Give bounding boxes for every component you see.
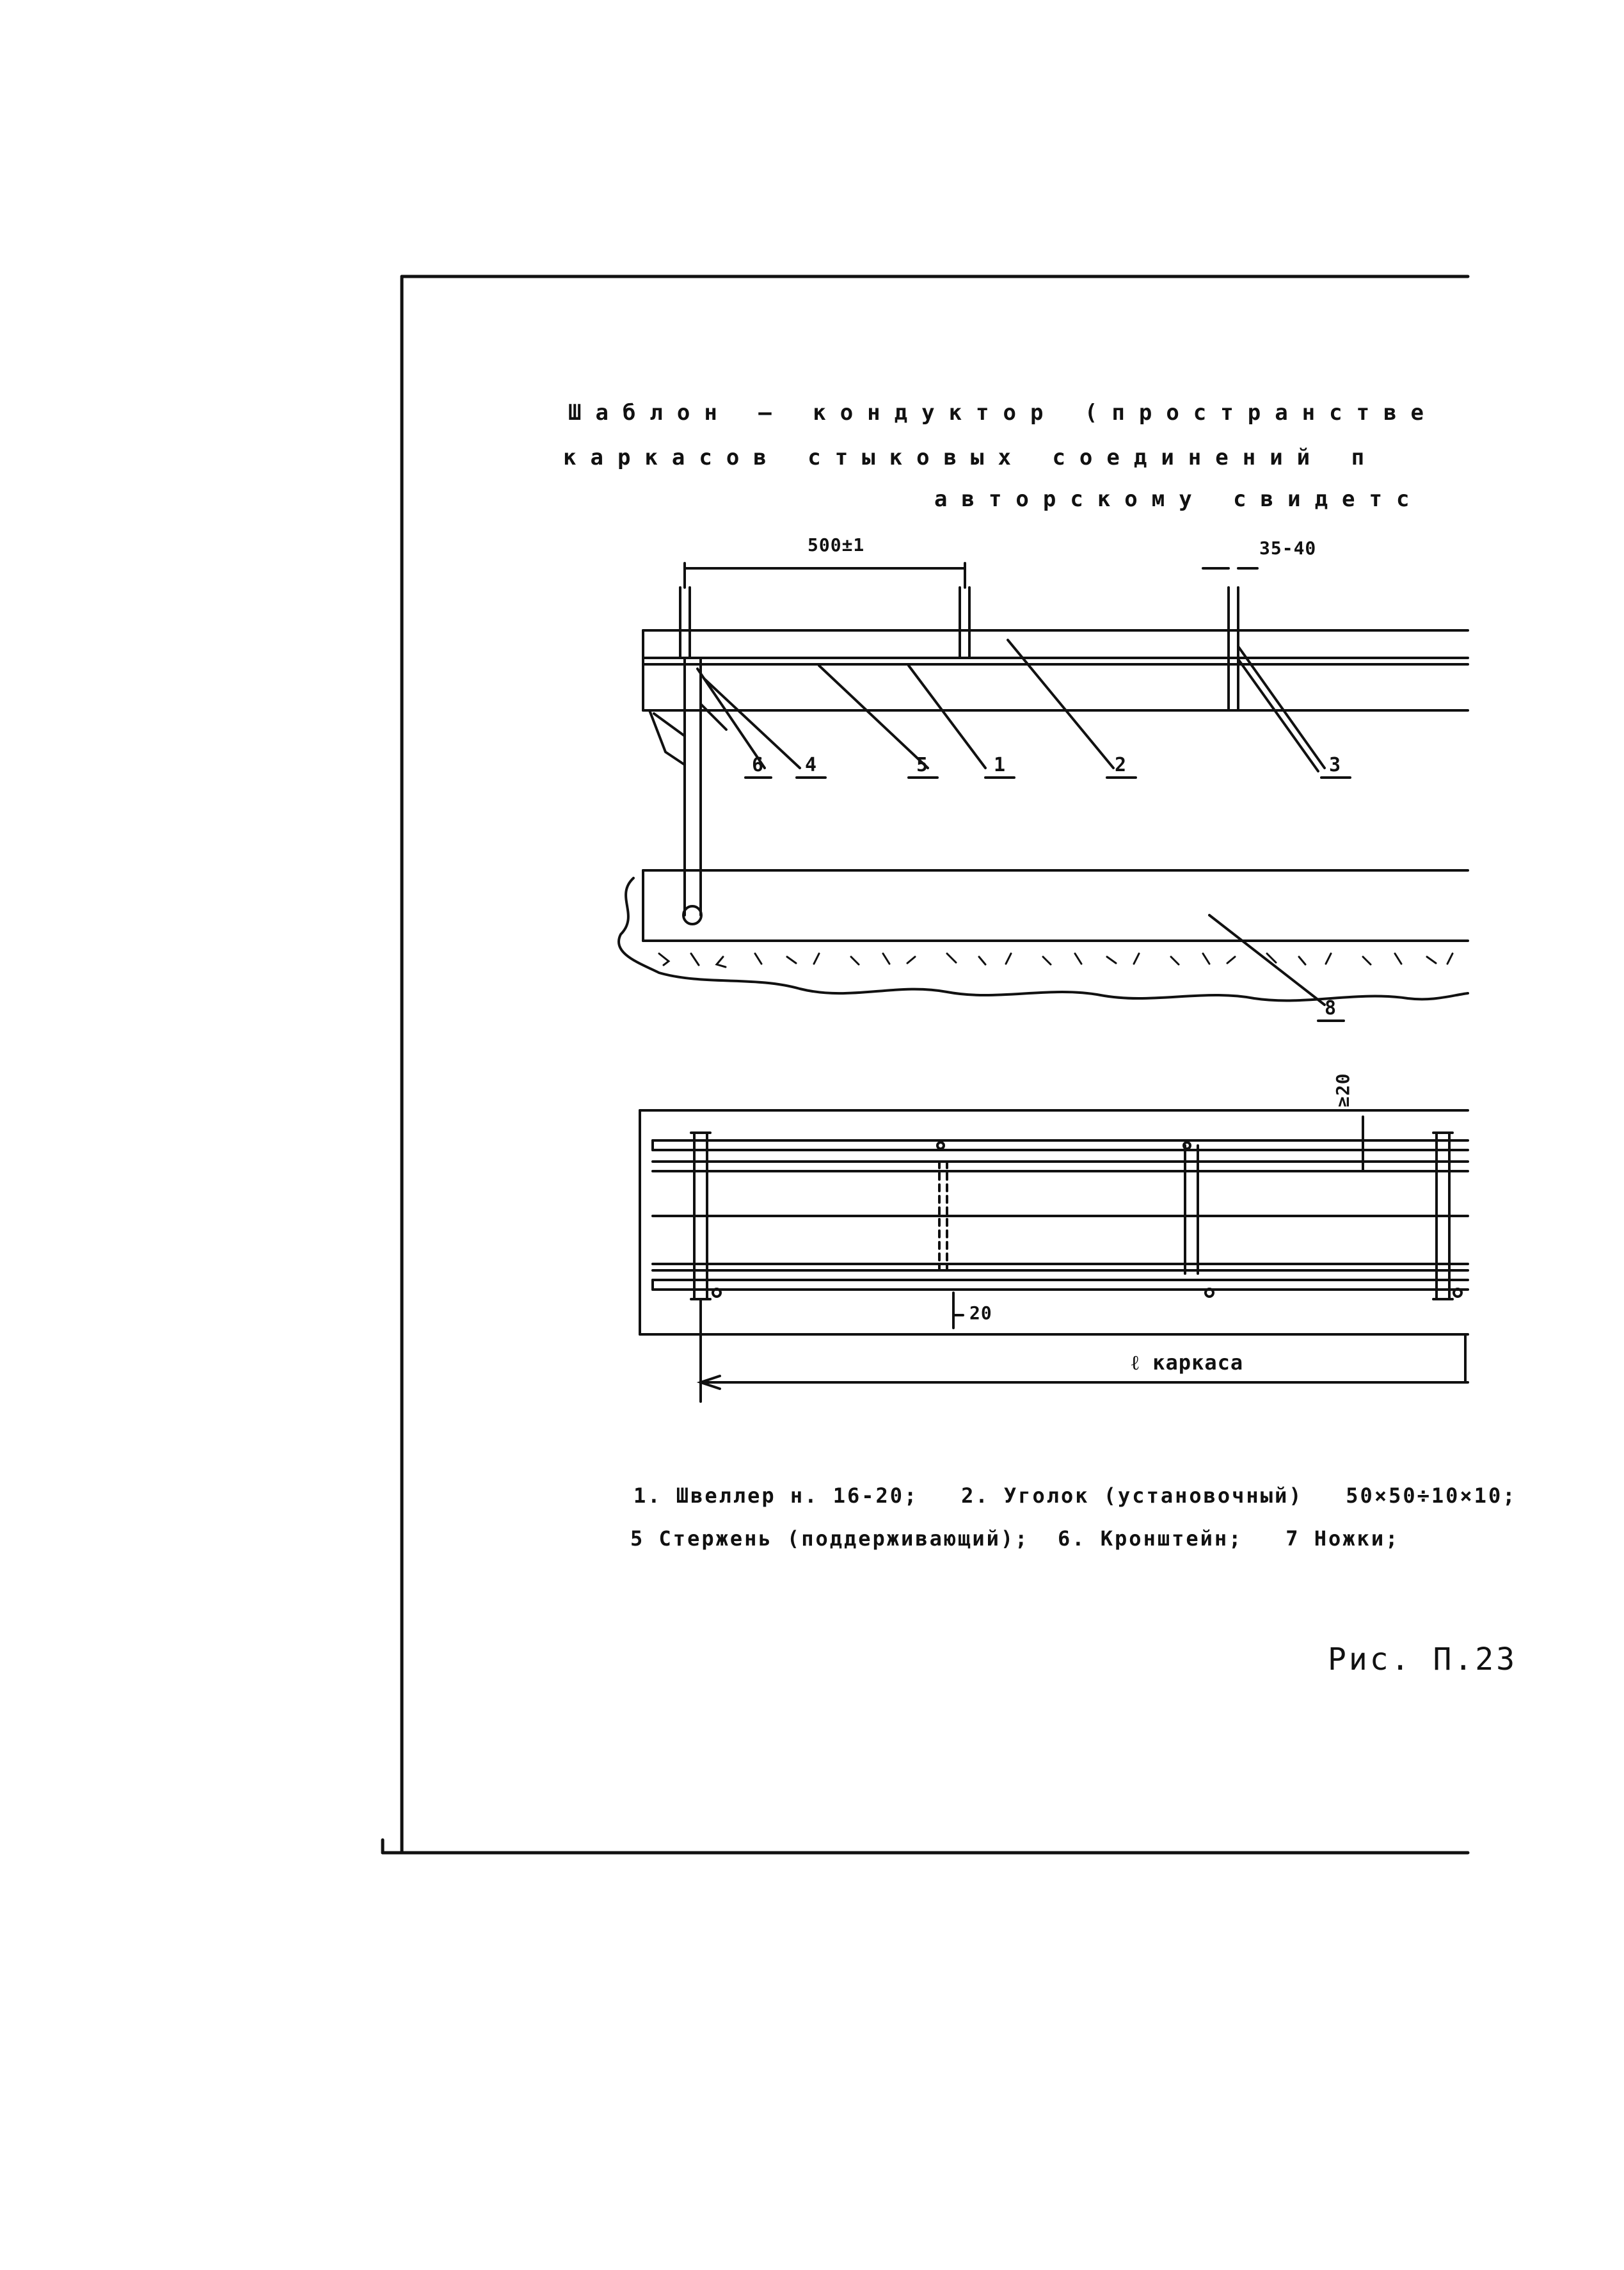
figure-label: Рис. П.23 [1328,1642,1518,1677]
legend-line-1: 1. Швеллер н. 16-20; 2. Уголок (установочный) 50×50÷10×10; [633,1483,1517,1508]
dimension-length: ℓ каркаса [1131,1350,1244,1375]
plan-view [640,1110,1468,1402]
callout-8: 8 [1325,997,1337,1019]
callout-4: 4 [805,754,817,776]
title-line-2: каркасов стыковых соединений п [563,445,1379,470]
side-view [619,563,1468,1021]
callout-1: 1 [994,754,1006,776]
sheet-border [383,276,1468,1853]
callout-3: 3 [1329,754,1341,776]
callout-6: 6 [752,754,764,776]
title-line-1: Шаблон — кондуктор (пространстве [568,400,1438,426]
legend-line-2: 5 Стержень (поддерживающий); 6. Кронштейн; 7 Ножки; [630,1526,1400,1551]
dimension-spacing: 500±1 [808,534,865,556]
title-line-3: авторскому свидетс [934,486,1424,512]
callout-5: 5 [916,754,928,776]
callout-2: 2 [1115,754,1127,776]
dimension-gap: 35-40 [1259,538,1317,559]
dimension-offset-bottom: 20 [969,1302,992,1323]
dimension-offset-top: ≥20 [1332,1073,1353,1107]
